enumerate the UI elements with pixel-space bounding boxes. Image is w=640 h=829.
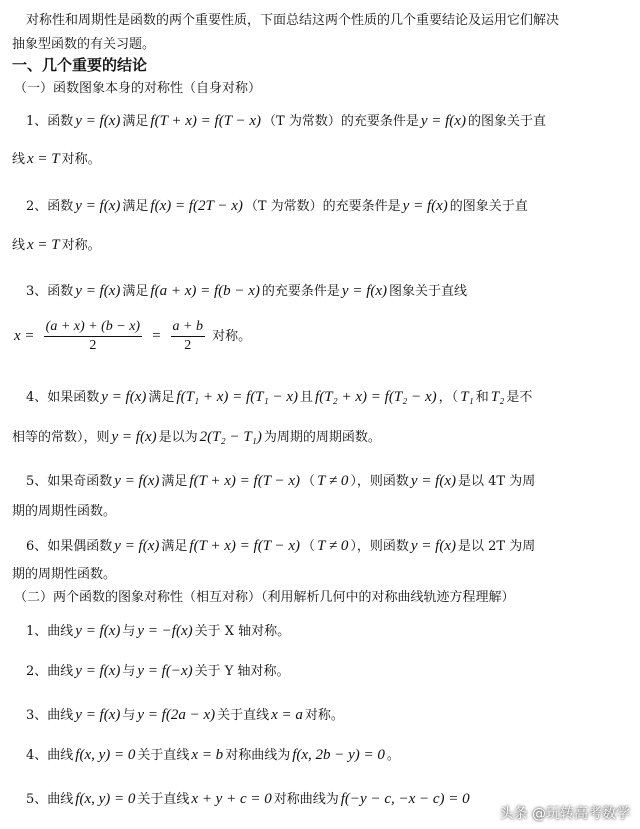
watermark: 头条 @玩转高考数学 bbox=[499, 806, 630, 822]
curve-5: 5、曲线 f(x, y) = 0 关于直线 x + y + c = 0 对称曲线为 f(−y − c, −x − c) = 0 bbox=[26, 791, 470, 807]
conclusion-4-line-2: 相等的常数），则 y = f(x) 是以为 2(T₂ − T₁) 为周期的周期函数。 bbox=[12, 429, 381, 445]
curve-3: 3、曲线 y = f(x) 与 y = f(2a − x) 关于直线 x = a 对称。 bbox=[26, 707, 344, 723]
section-1-title: 一、几个重要的结论 bbox=[12, 56, 148, 74]
conclusion-6-line-1: 6、如果偶函数 y = f(x) 满足 f(T + x) = f(T − x) （ T ≠ 0 ），则函数 y = f(x) 是以 2T 为周 bbox=[26, 538, 536, 554]
curve-2: 2、曲线 y = f(x) 与 y = f(−x) 关于 Y 轴对称。 bbox=[26, 663, 290, 679]
curve-1: 1、曲线 y = f(x) 与 y = −f(x) 关于 X 轴对称。 bbox=[26, 623, 291, 639]
conclusion-6-line-2: 期的周期性函数。 bbox=[12, 567, 117, 582]
conclusion-2-line-2: 线 x = T 对称。 bbox=[12, 237, 101, 253]
conclusion-1-line-1: 1、函数 y = f(x) 满足 f(T + x) = f(T − x) （T 为常数）的充要条件是 y = f(x) 的图象关于直 bbox=[26, 113, 546, 129]
fraction-2: $\frac{a + b}{2}$ bbox=[172, 319, 203, 353]
curve-4: 4、曲线 f(x, y) = 0 关于直线 x = b 对称曲线为 f(x, 2b − y) = 0 。 bbox=[26, 747, 400, 763]
subsection-1-title: （一）函数图象本身的对称性（自身对称） bbox=[14, 81, 262, 96]
conclusion-5-line-2: 期的周期性函数。 bbox=[12, 504, 117, 519]
conclusion-4-line-1: 4、如果函数 y = f(x) 满足 f(T₁ + x) = f(T₁ − x) 且 f(T₂ + x) = f(T₂ − x) ，（ T₁ 和 T₂ 是不 bbox=[26, 389, 533, 405]
fraction-1: $\frac{(a + x) + (b - x)}{2}$ bbox=[45, 319, 141, 353]
intro-line-2: 抽象型函数的有关习题。 bbox=[12, 37, 156, 52]
conclusion-2-line-1: 2、函数 y = f(x) 满足 f(x) = f(2T − x) （T 为常数）的充要条件是 y = f(x) 的图象关于直 bbox=[26, 198, 528, 214]
conclusion-1-line-2: 线 x = T 对称。 bbox=[12, 151, 101, 167]
intro-line-1: 对称性和周期性是函数的两个重要性质，下面总结这两个性质的几个重要结论及运用它们解决 bbox=[26, 13, 560, 28]
conclusion-3-line-1: 3、函数 y = f(x) 满足 f(a + x) = f(b − x) 的充要条件是 y = f(x) 图象关于直线 bbox=[26, 283, 468, 299]
conclusion-5-line-1: 5、如果奇函数 y = f(x) 满足 f(T + x) = f(T − x) （ T ≠ 0 ），则函数 y = f(x) 是以 4T 为周 bbox=[26, 473, 536, 489]
subsection-2-title: （二）两个函数的图象对称性（相互对称）（利用解析几何中的对称曲线轨迹方程理解） bbox=[14, 590, 515, 605]
conclusion-3-line-2: x = $\frac{(a + x) + (b - x)}{2}$ = $\frac{a + b}{2}$ 对称。 bbox=[14, 319, 252, 353]
